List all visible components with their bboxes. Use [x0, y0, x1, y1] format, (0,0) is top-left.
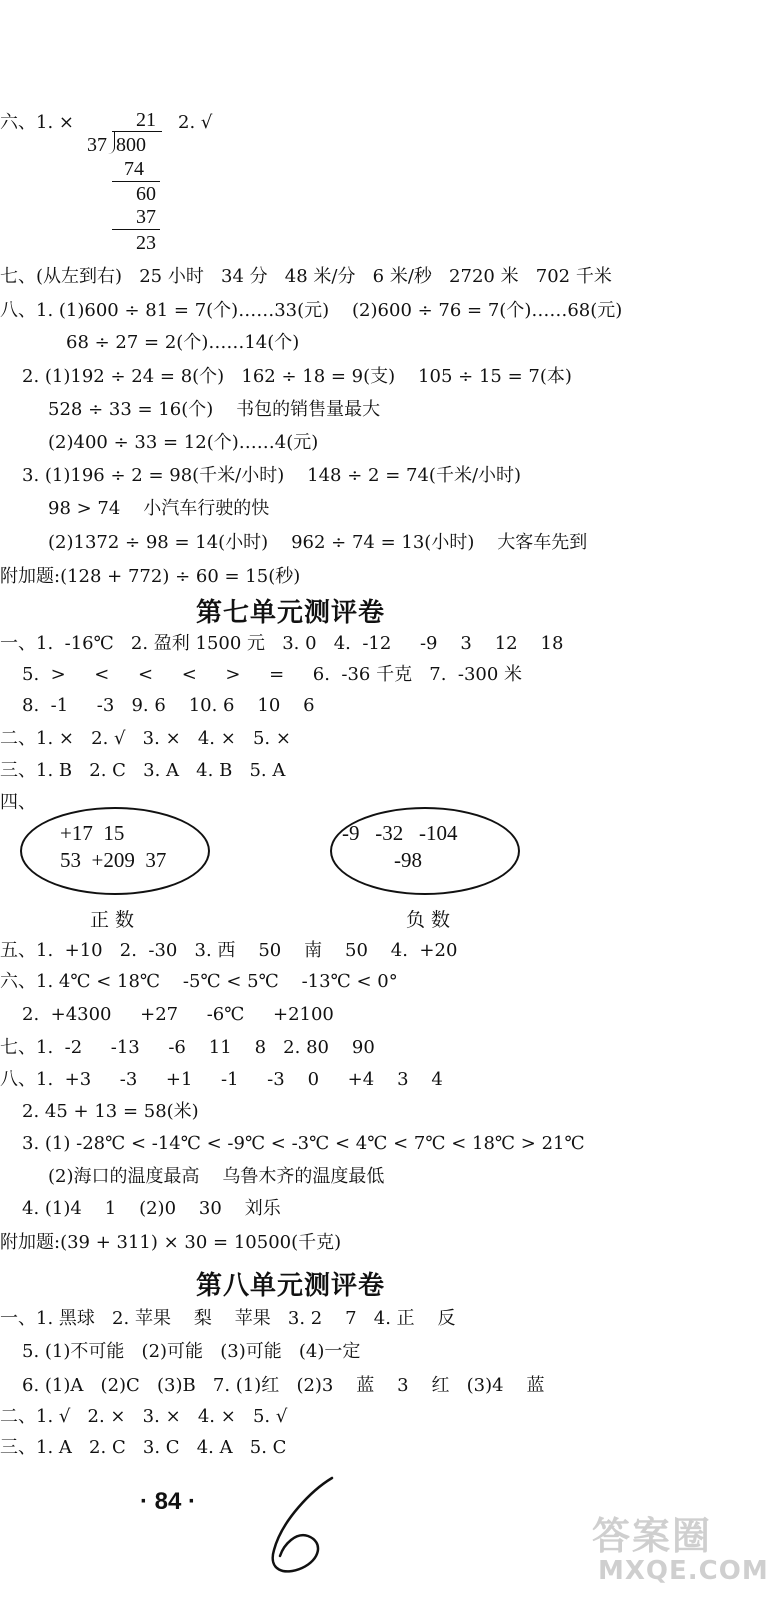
- unit8-line: 5. (1)不可能 (2)可能 (3)可能 (4)一定: [22, 1341, 361, 1362]
- unit7-line: 四、: [0, 792, 36, 813]
- unit7-line: 2. 45 + 13 = 58(米): [22, 1101, 199, 1122]
- remainder: 23: [136, 232, 156, 254]
- positive-row: +17 15: [60, 821, 125, 845]
- negative-label: 负数: [406, 909, 457, 931]
- unit8-line: 6. (1)A (2)C (3)B 7. (1)红 (2)3 蓝 3 红 (3)4 蓝: [22, 1375, 545, 1396]
- part8-line: 八、1. (1)600 ÷ 81 = 7(个)……33(元) (2)600 ÷ 76 = 7(个)……68(元): [0, 300, 623, 321]
- unit7-line: 2. +4300 +27 -6℃ +2100: [22, 1004, 334, 1025]
- unit8-line: 三、1. A 2. C 3. C 4. A 5. C: [0, 1437, 287, 1458]
- unit7-line: 三、1. B 2. C 3. A 4. B 5. A: [0, 760, 286, 781]
- quotient: 21: [136, 109, 156, 131]
- negative-row: -98: [394, 848, 422, 872]
- divisor: 37: [87, 134, 107, 156]
- handwritten-six: [262, 1470, 342, 1580]
- extra-question: 附加题:(39 + 311) × 30 = 10500(千克): [0, 1232, 342, 1253]
- step1: 74: [124, 158, 144, 180]
- step2: 60: [136, 183, 156, 205]
- dividend: 800: [116, 134, 146, 156]
- extra-question: 附加题:(128 + 772) ÷ 60 = 15(秒): [0, 566, 301, 587]
- unit7-line: 五、1. +10 2. -30 3. 西 50 南 50 4. +20: [0, 940, 458, 961]
- positive-label: 正数: [90, 909, 141, 931]
- unit7-line: 一、1. -16℃ 2. 盈利 1500 元 3. 0 4. -12 -9 3 12 18: [0, 633, 564, 654]
- unit7-line: (2)海口的温度最高 乌鲁木齐的温度最低: [48, 1166, 385, 1187]
- positive-row: 53 +209 37: [60, 848, 167, 872]
- unit7-line: 二、1. × 2. √ 3. × 4. × 5. ×: [0, 728, 291, 749]
- unit7-line: 八、1. +3 -3 +1 -1 -3 0 +4 3 4: [0, 1069, 443, 1090]
- unit8-line: 一、1. 黑球 2. 苹果 梨 苹果 3. 2 7 4. 正 反: [0, 1308, 456, 1329]
- part8-line: 68 ÷ 27 = 2(个)……14(个): [66, 332, 300, 353]
- watermark-url: MXQE.COM: [598, 1556, 769, 1586]
- unit7-line: 七、1. -2 -13 -6 11 8 2. 80 90: [0, 1037, 375, 1058]
- unit8-line: 二、1. √ 2. × 3. × 4. × 5. √: [0, 1406, 288, 1427]
- division-bracket: [108, 132, 115, 154]
- division-bar: [112, 131, 162, 132]
- negative-row: -9 -32 -104: [342, 821, 458, 845]
- step3: 37: [136, 206, 156, 228]
- part8-line: 2. (1)192 ÷ 24 = 8(个) 162 ÷ 18 = 9(支) 105 ÷ 15 = 7(本): [22, 366, 572, 387]
- part8-line: (2)1372 ÷ 98 = 14(小时) 962 ÷ 74 = 13(小时) 大客车先到: [48, 532, 588, 553]
- unit7-line: 3. (1) -28℃ < -14℃ < -9℃ < -3℃ < 4℃ < 7℃ < 18℃ > 21℃: [22, 1133, 585, 1154]
- watermark-logo: 答案圈: [592, 1514, 713, 1558]
- part6-line2: 2. √: [178, 112, 213, 133]
- part8-line: 528 ÷ 33 = 16(个) 书包的销售量最大: [48, 399, 381, 420]
- page-number: · 84 ·: [140, 1488, 197, 1515]
- unit7-line: 六、1. 4℃ < 18℃ -5℃ < 5℃ -13℃ < 0°: [0, 971, 398, 992]
- unit8-title: 第八单元测评卷: [196, 1271, 386, 1301]
- part6-line: 六、1. ×: [0, 112, 74, 133]
- part8-line: 98 > 74 小汽车行驶的快: [48, 498, 270, 519]
- part8-line: 3. (1)196 ÷ 2 = 98(千米/小时) 148 ÷ 2 = 74(千米/小时): [22, 465, 522, 486]
- division-line: [112, 229, 160, 230]
- unit7-title: 第七单元测评卷: [196, 598, 386, 628]
- part7-line: 七、(从左到右) 25 小时 34 分 48 米/分 6 米/秒 2720 米 702 千米: [0, 266, 612, 287]
- unit7-line: 4. (1)4 1 (2)0 30 刘乐: [22, 1198, 281, 1219]
- part8-line: (2)400 ÷ 33 = 12(个)……4(元): [48, 432, 319, 453]
- unit7-line: 5. > < < < > = 6. -36 千克 7. -300 米: [22, 664, 523, 685]
- unit7-line: 8. -1 -3 9. 6 10. 6 10 6: [22, 695, 315, 716]
